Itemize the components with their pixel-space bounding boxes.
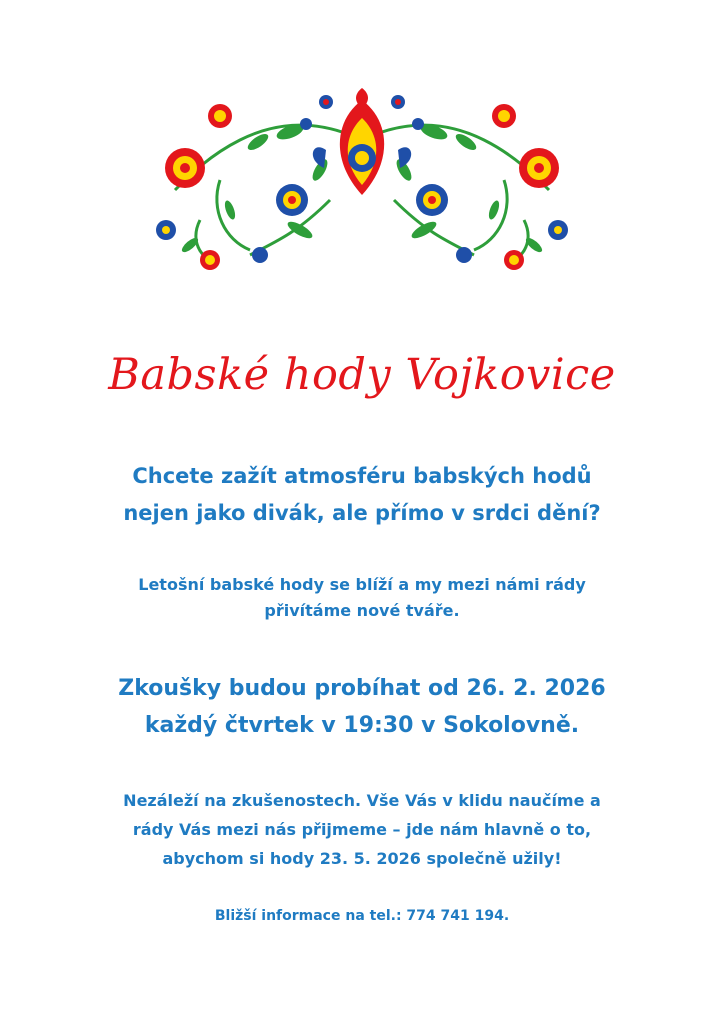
encouragement-paragraph bbox=[0, 786, 724, 873]
announcement-line-2: přivítáme nové tváře. bbox=[264, 601, 460, 620]
encouragement-line-3: abychom si hody 23. 5. 2026 společně užily! bbox=[162, 849, 562, 868]
rehearsal-paragraph bbox=[0, 670, 724, 744]
announcement-paragraph bbox=[0, 572, 724, 624]
intro-line-1: Chcete zažít atmosféru babských hodů bbox=[132, 464, 592, 488]
intro-paragraph bbox=[0, 458, 724, 532]
rehearsal-line-2: každý čtvrtek v 19:30 v Sokolovně. bbox=[144, 713, 580, 738]
contact-line: Bližší informace na tel.: 774 741 194. bbox=[214, 908, 510, 924]
intro-line-2: nejen jako divák, ale přímo v srdci dění? bbox=[123, 501, 601, 525]
encouragement-line-1: Nezáleží na zkušenostech. Vše Vás v klidu naučíme a bbox=[123, 791, 601, 810]
folk-floral-ornament-icon bbox=[130, 80, 594, 280]
rehearsal-line-1: Zkoušky budou probíhat od 26. 2. 2026 bbox=[118, 676, 606, 701]
encouragement-line-2: rády Vás mezi nás přijmeme – jde nám hlavně o to, bbox=[132, 820, 592, 839]
poster-title: Babské hody Vojkovice bbox=[108, 350, 616, 400]
announcement-line-1: Letošní babské hody se blíží a my mezi námi rády bbox=[138, 575, 586, 594]
